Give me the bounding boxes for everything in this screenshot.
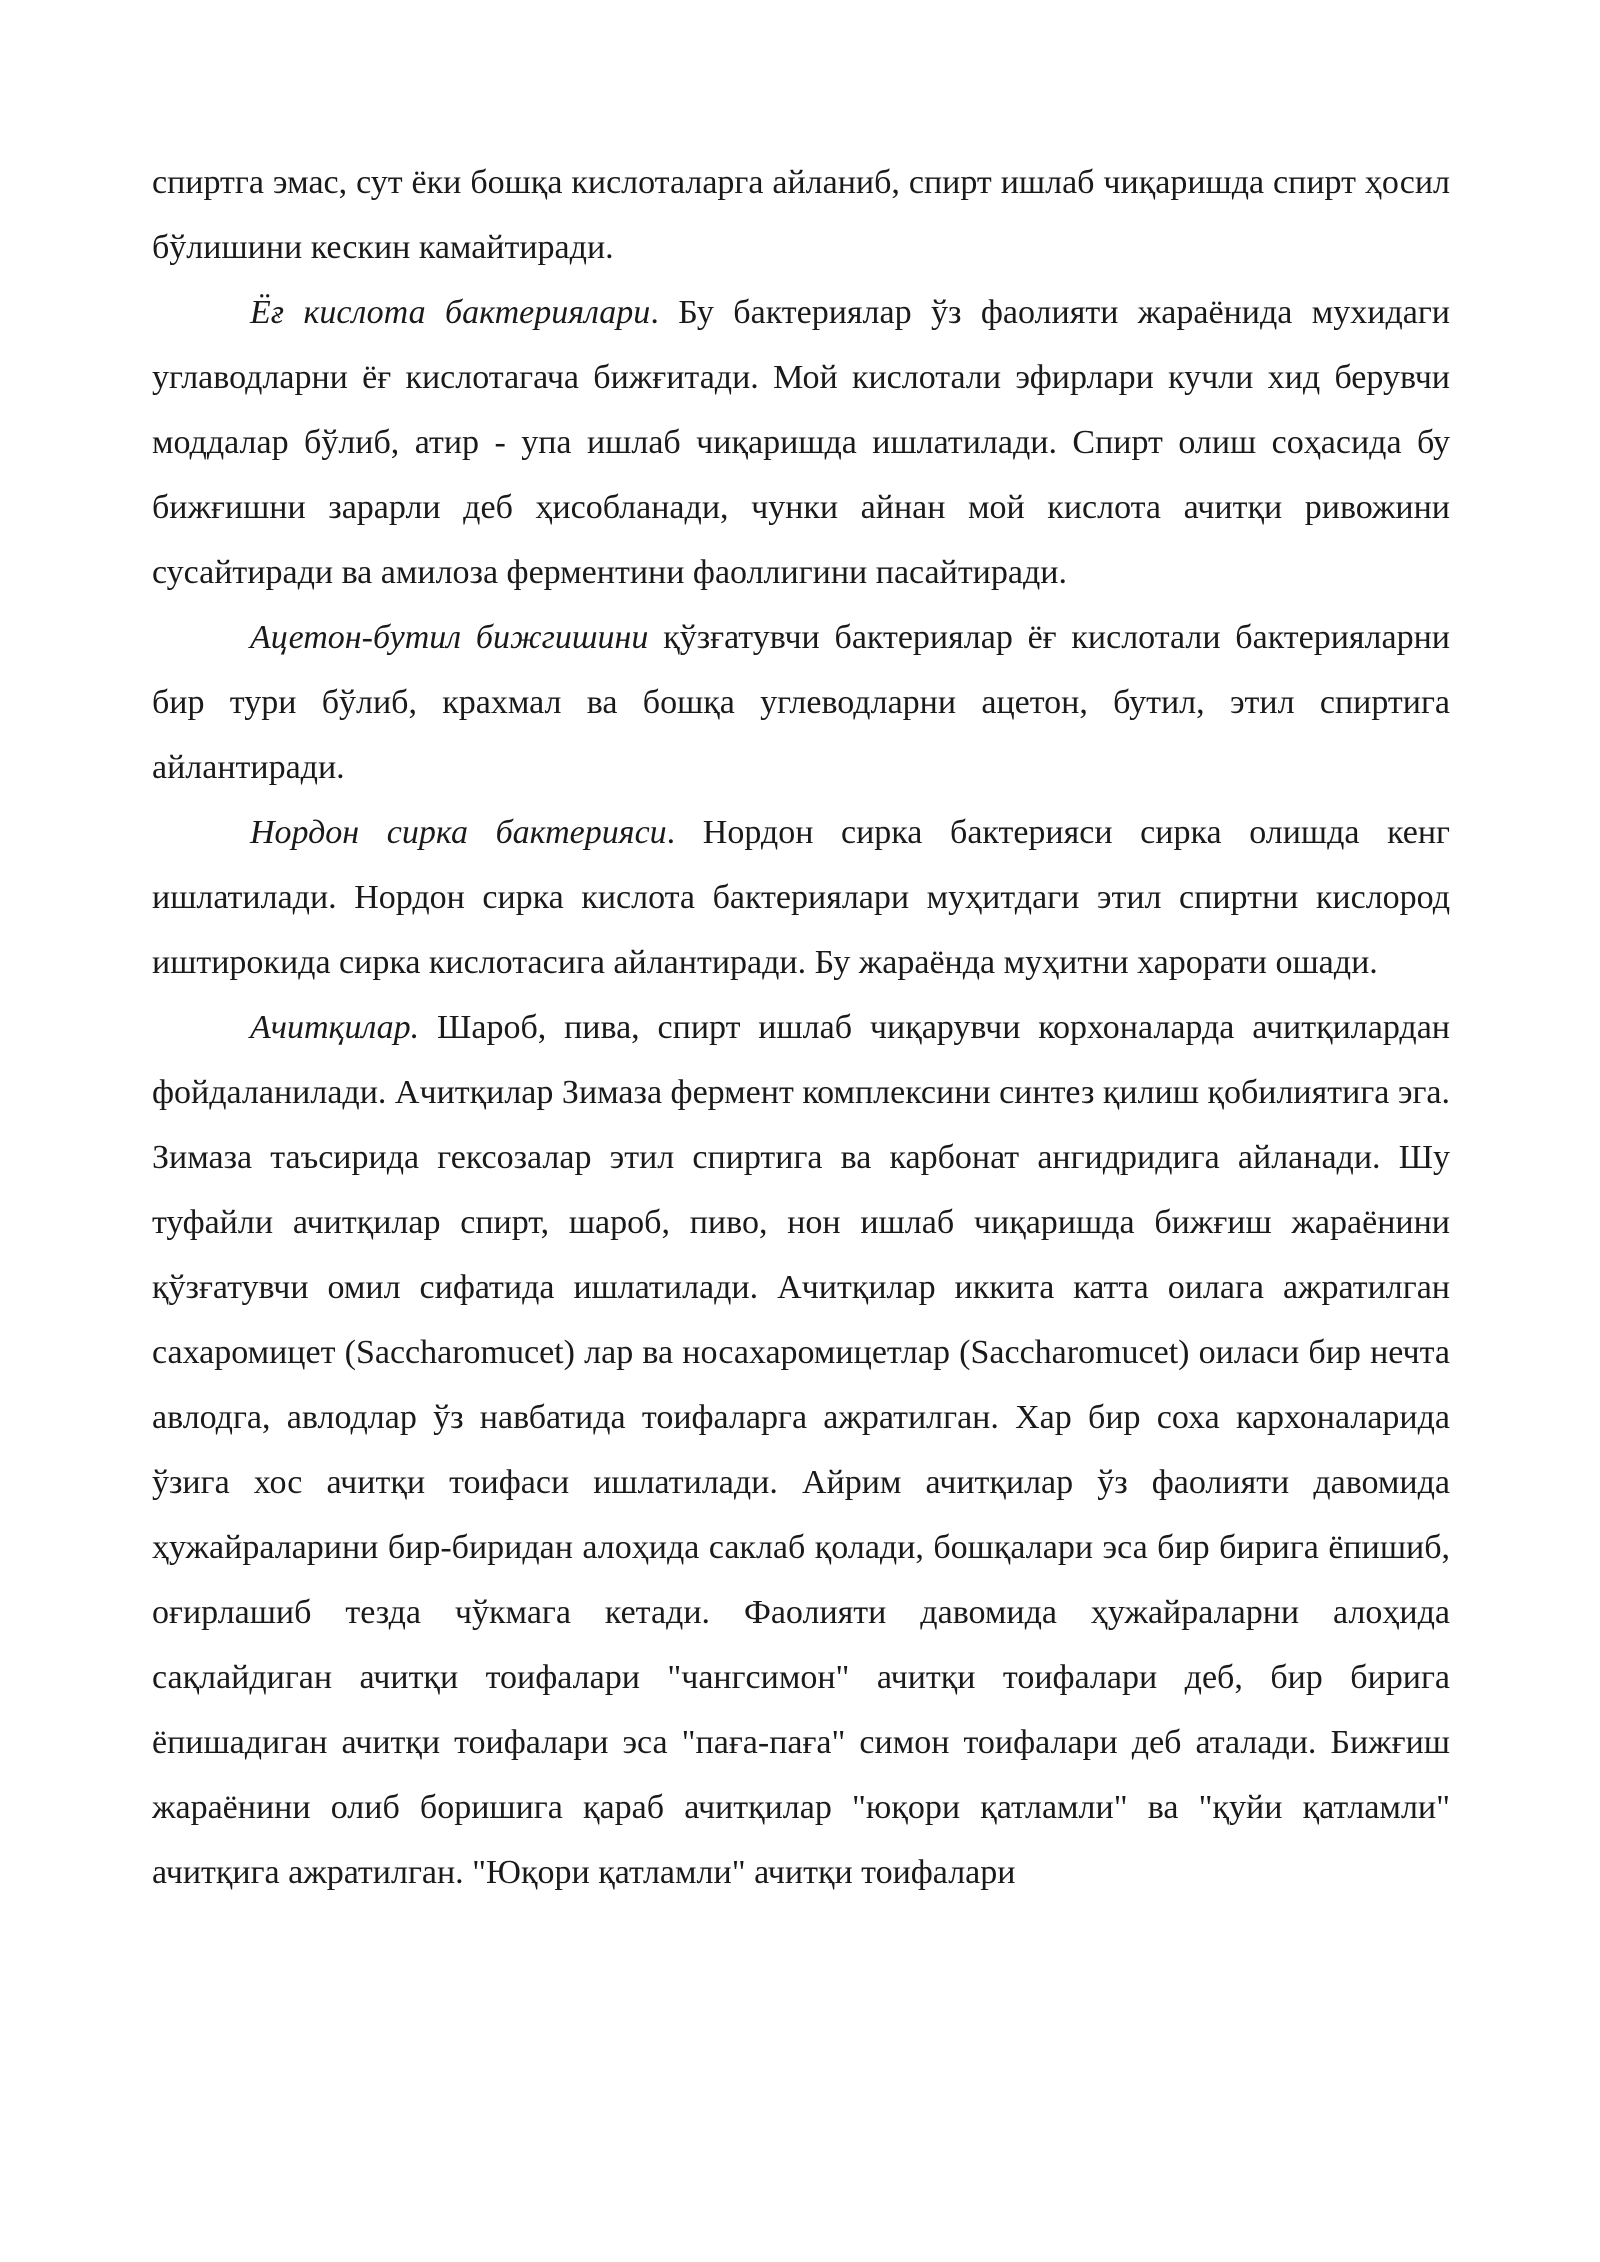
paragraph-text: Шароб, пива, спирт ишлаб чиқарувчи корхоналарда ачитқилардан фойдаланилади. Ачитқилар Зимаза фермент комплексини синтез қилиш қобилиятига эга. Зимаза таъсирида гексозалар этил спиртига ва карбонат ангидридига айланади. Шу туфайли ачитқилар спирт, шароб, пиво, нон ишлаб чиқаришда бижғиш жараёнини қўзғатувчи омил сифатида ишлатилади. Ачитқилар иккита катта оилага ажратилган сахаромицет (Saccharomucet) лар ва носахаромицетлар (Saccharomucet) оиласи бир нечта авлодга, авлодлар ўз навбатида тоифаларга ажратилган. Хар бир соха кархоналарида ўзига хос ачитқи тоифаси ишлатилади. Айрим ачитқилар ўз фаолияти давомида ҳужайраларини бир-биридан алоҳида саклаб қолади, бошқалари эса бир бирига ёпишиб, оғирлашиб тезда чўкмага кетади. Фаолияти давомида ҳужайраларни алоҳида сақлайдиган ачитқи тоифалари "чангсимон" ачитқи тоифалари деб, бир бирига ёпишадиган ачитқи тоифалари эса "пағa-пағa" симон тоифалари деб аталади. Бижғиш жараёнини олиб боришига қараб ачитқилар "юқори қатламли" ва "қуйи қатламли" ачитқига ажратилган. "Юқори қатламли" ачитқи тоифалари	[152, 1009, 1450, 1891]
paragraph-term: Ачитқилар.	[250, 1009, 420, 1046]
paragraph-term: Ацетон-бутил бижгишини	[250, 619, 649, 656]
body-text	[152, 150, 1450, 1905]
paragraph-text: қўзғатувчи бактериялар ёғ кислотали бактерияларни бир тури бўлиб, крахмал ва бошқа углеводларни ацетон, бутил, этил спиртига айлантиради.	[152, 619, 1450, 786]
paragraph-yeasts	[152, 995, 1450, 1905]
paragraph-text: . Нордон сирка бактерияси сирка олишда кенг ишлатилади. Нордон сирка кислота бактериялари муҳитдаги этил спиртни кислород иштирокида сирка кислотасига айлантиради. Бу жараёнда муҳитни харорати ошади.	[152, 814, 1450, 981]
paragraph-term: Нордон сирка бактерияси	[250, 814, 667, 851]
paragraph-fat-acid-bacteria	[152, 280, 1450, 605]
paragraph-term: Ёғ кислота бактериялари	[250, 294, 651, 331]
paragraph-acetone-butyl	[152, 605, 1450, 800]
paragraph-text: . Бу бактериялар ўз фаолияти жараёнида мухидаги углаводларни ёғ кислотагача бижғитади. Мой кислотали эфирлари кучли хид берувчи моддалар бўлиб, атир - упа ишлаб чиқаришда ишлатилади. Спирт олиш соҳасида бу бижғишни зарарли деб ҳисобланади, чунки айнан мой кислота ачитқи ривожини сусайтиради ва амилоза ферментини фаоллигини пасайтиради.	[152, 294, 1450, 591]
paragraph-acetic-bacteria	[152, 800, 1450, 995]
paragraph-text: спиртга эмас, сут ёки бошқа кислоталарга айланиб, спирт ишлаб чиқаришда спирт ҳосил бўлишини кескин камайтиради.	[152, 164, 1450, 266]
paragraph-continuation	[152, 150, 1450, 280]
